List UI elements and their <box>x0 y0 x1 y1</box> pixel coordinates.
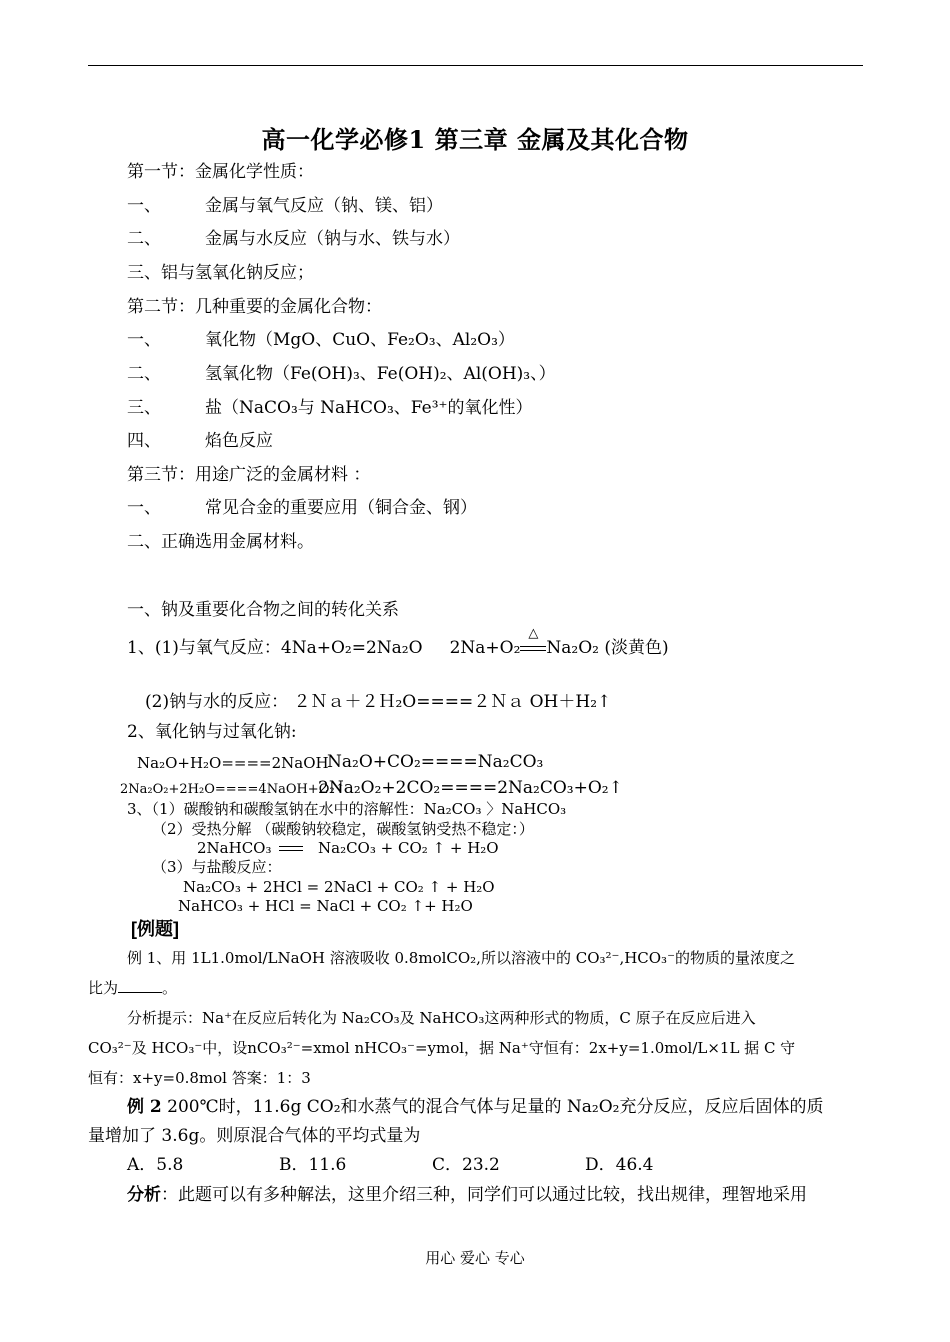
reaction-na2o2-co2: 2Na₂O₂+2CO₂====2Na₂CO₃+O₂↑ <box>318 778 623 798</box>
answer-blank <box>118 978 162 993</box>
heat-symbol: △ <box>528 626 539 641</box>
analysis-1-line-1: 分析提示：Na⁺在反应后转化为 Na₂CO₃及 NaHCO₃这两种形式的物质，C 原子在反应后进入 <box>127 1009 756 1027</box>
reaction-na2o2-water: 2Na₂O₂+2H₂O====4NaOH+O₂↑ <box>120 782 346 797</box>
decomposition-reactant: 2NaHCO₃ <box>197 839 272 857</box>
analysis-2-line: 分析：此题可以有多种解法，这里介绍三种，同学们可以通过比较，找出规律，理智地采用 <box>127 1185 807 1205</box>
reaction-water: (2)钠与水的反应： ２Ｎａ＋２Ｈ₂O====２Ｎａ OH＋H₂↑ <box>145 692 612 712</box>
section-1-item-2: 二、 金属与水反应（钠与水、铁与水） <box>127 229 460 249</box>
page-title: 高一化学必修1 第三章 金属及其化合物 <box>261 125 689 154</box>
section-1-item-3: 三、铝与氢氧化钠反应； <box>127 263 314 283</box>
example-1-line-2: 比为 。 <box>88 979 178 997</box>
example-2-line-2: 量增加了 3.6g。则原混合气体的平均式量为 <box>88 1126 421 1146</box>
section-2-item-2: 二、 氢氧化物（Fe(OH)₃、Fe(OH)₂、Al(OH)₃、） <box>127 364 556 384</box>
example-2-line-1: 例 2 200℃时，11.6g CO₂和水蒸气的混合气体与足量的 Na₂O₂充分反应，反应后固体的质 <box>127 1097 824 1117</box>
section-1: 第一节：金属化学性质： <box>127 162 314 182</box>
examples-heading: [例题] <box>131 919 179 939</box>
option-c: C．23.2 <box>432 1155 500 1175</box>
section-3: 第三节：用途广泛的金属材料 ： <box>127 465 371 485</box>
heading-conversion: 一、钠及重要化合物之间的转化关系 <box>127 600 399 620</box>
section-3-item-1: 一、 常见合金的重要应用（铜合金、钢） <box>127 498 477 518</box>
decomposition-arrow <box>279 837 303 859</box>
analysis-1-line-3: 恒有：x+y=0.8mol 答案：1：3 <box>88 1069 311 1087</box>
reaction-na2o-co2: Na₂O+CO₂====Na₂CO₃ <box>327 752 544 772</box>
solubility-line: 3、（1）碳酸钠和碳酸氢钠在水中的溶解性：Na₂CO₃ 〉NaHCO₃ <box>127 800 567 818</box>
acid-heading: （3）与盐酸反应： <box>152 858 282 876</box>
section-2-item-3: 三、 盐（NaCO₃与 NaHCO₃、Fe³⁺的氧化性） <box>127 398 533 418</box>
section-1-item-1: 一、 金属与氧气反应（钠、镁、铝） <box>127 196 443 216</box>
header-rule <box>88 65 863 66</box>
section-2-item-4: 四、 焰色反应 <box>127 431 273 451</box>
subheading-oxides: 2、氧化钠与过氧化钠: <box>127 722 297 742</box>
example-1-line-1: 例 1、用 1L1.0mol/LNaOH 溶液吸收 0.8molCO₂,所以溶液中的 CO₃²⁻,HCO₃⁻的物质的量浓度之 <box>127 949 795 967</box>
option-d: D．46.4 <box>585 1155 654 1175</box>
decomposition-products: Na₂CO₃ + CO₂ ↑ + H₂O <box>318 839 499 857</box>
reaction-nahco3-hcl: NaHCO₃ + HCl = NaCl + CO₂ ↑+ H₂O <box>178 897 473 915</box>
section-2-item-1: 一、 氧化物（MgO、CuO、Fe₂O₃、Al₂O₃） <box>127 330 515 350</box>
reaction-na2o-water: Na₂O+H₂O====2NaOH <box>137 754 329 772</box>
option-a: A．5.8 <box>127 1155 184 1175</box>
decomposition-line: （2）受热分解 （碳酸钠较稳定，碳酸氢钠受热不稳定：） <box>152 820 534 838</box>
section-2: 第二节：几种重要的金属化合物： <box>127 297 382 317</box>
reaction-na2co3-hcl: Na₂CO₃ + 2HCl = 2NaCl + CO₂ ↑ + H₂O <box>183 878 495 896</box>
analysis-1-line-2: CO₃²⁻及 HCO₃⁻中，设nCO₃²⁻=xmol nHCO₃⁻=ymol，据 Na⁺守恒有：2x+y=1.0mol/L×1L 据 C 守 <box>88 1039 796 1057</box>
reaction-oxygen: 1、(1)与氧气反应：4Na+O₂=2Na₂O 2Na+O₂ △ Na₂O₂ (淡黄色) <box>127 637 669 659</box>
section-3-item-2: 二、正确选用金属材料。 <box>127 532 314 552</box>
page-footer: 用心 爱心 专心 <box>425 1249 525 1267</box>
option-b: B．11.6 <box>279 1155 347 1175</box>
